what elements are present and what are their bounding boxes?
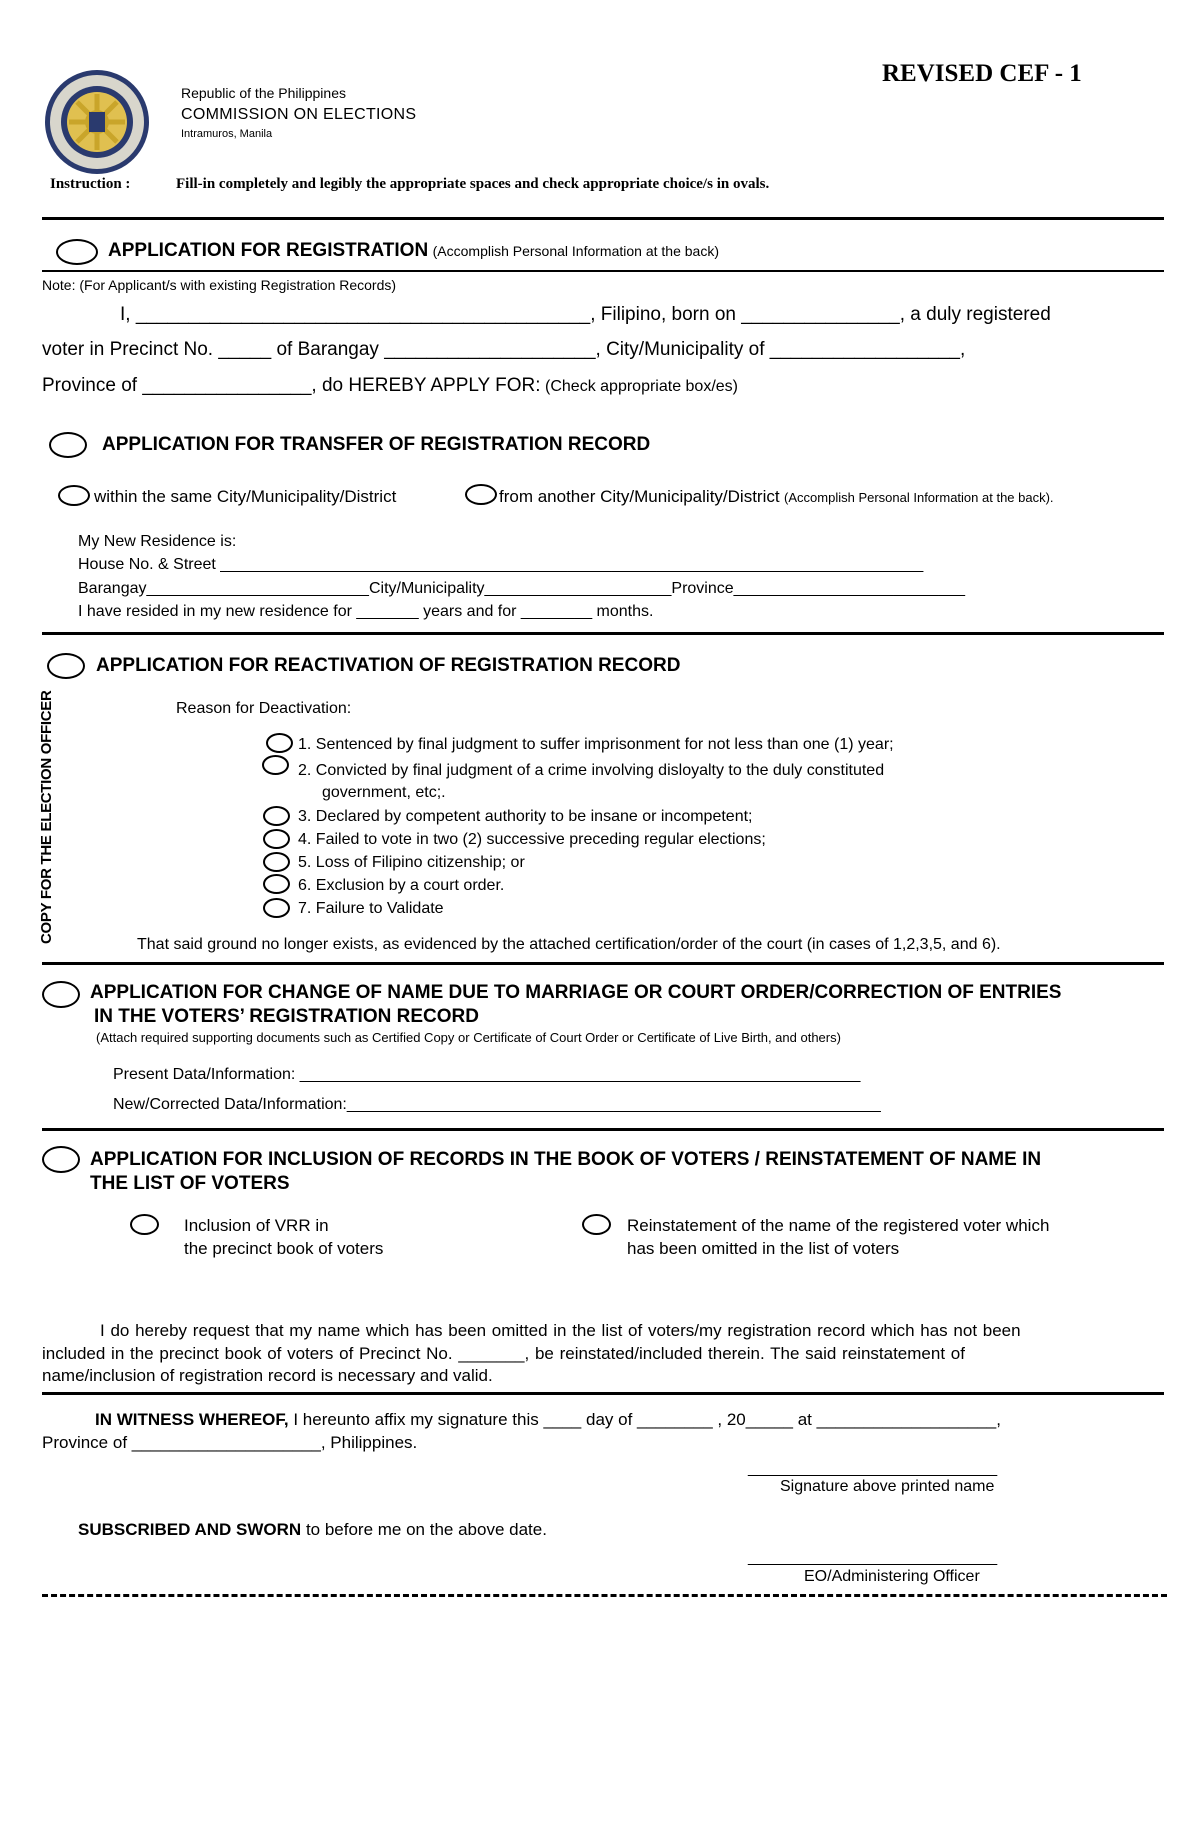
inclusion-title-1: APPLICATION FOR INCLUSION OF RECORDS IN THE BOOK OF VOTERS / REINSTATEMENT OF NAME IN [90, 1149, 1042, 1170]
registration-title [108, 240, 719, 262]
reactivation-checkbox-oval[interactable] [47, 653, 85, 679]
officer-line: ____________________________ [748, 1549, 998, 1566]
inclusion-vrr-oval[interactable] [130, 1214, 159, 1235]
instruction-text: Fill-in completely and legibly the appropriate spaces and check appropriate choice/s in ovals. [176, 176, 770, 192]
transfer-same-label: within the same City/Municipality/District [94, 487, 397, 506]
reinstatement-label-1: Reinstatement of the name of the registered voter which [627, 1216, 1050, 1235]
change-name-note: (Attach required supporting documents such as Certified Copy or Certificate of Court Order or Certificate of Live Birth, and others) [96, 1030, 841, 1045]
reason-1-oval[interactable] [266, 733, 293, 753]
divider [42, 1392, 1164, 1395]
registration-line-3-main: Province of ________________, do HEREBY APPLY FOR: [42, 375, 541, 396]
officer-label: EO/Administering Officer [804, 1568, 980, 1585]
cut-line [42, 1594, 1167, 1597]
witness-line-1-rest: I hereunto affix my signature this ____ day of ________ , 20_____ at ___________________, [288, 1410, 1001, 1429]
reason-5-oval[interactable] [263, 852, 290, 872]
witness-lead: IN WITNESS WHEREOF, [95, 1410, 289, 1429]
commission-text: COMMISSION ON ELECTIONS [181, 106, 417, 123]
registration-title-note: (Accomplish Personal Information at the back) [432, 243, 719, 259]
form-code: REVISED CEF - 1 [882, 60, 1082, 87]
registration-line-3 [42, 375, 738, 397]
sworn-lead: SUBSCRIBED AND SWORN [78, 1520, 302, 1539]
signature-label: Signature above printed name [780, 1478, 995, 1495]
residence-label: My New Residence is: [78, 533, 237, 550]
barangay-line: Barangay_________________________City/Municipality_____________________Province__________________________ [78, 580, 966, 597]
reason-1-text: 1. Sentenced by final judgment to suffer imprisonment for not less than one (1) year; [298, 736, 894, 753]
transfer-other-oval[interactable] [465, 484, 497, 505]
change-name-title-2: IN THE VOTERS’ REGISTRATION RECORD [94, 1006, 479, 1027]
resided-line: I have resided in my new residence for _______ years and for ________ months. [78, 603, 654, 620]
divider [42, 1128, 1164, 1131]
divider [42, 962, 1164, 965]
reactivation-title: APPLICATION FOR REACTIVATION OF REGISTRATION RECORD [96, 655, 681, 676]
reinstatement-label-2: has been omitted in the list of voters [627, 1239, 900, 1258]
house-line: House No. & Street _______________________________________________________________________________ [78, 556, 924, 573]
reason-3-text: 3. Declared by competent authority to be insane or incompetent; [298, 808, 753, 825]
registration-note: Note: (For Applicant/s with existing Registration Records) [42, 277, 397, 293]
divider [42, 217, 1164, 220]
republic-text: Republic of the Philippines [181, 85, 346, 101]
signature-line: ____________________________ [748, 1460, 998, 1477]
request-line-3: name/inclusion of registration record is necessary and valid. [42, 1366, 493, 1385]
transfer-other-note: (Accomplish Personal Information at the back). [784, 490, 1054, 505]
registration-line-1: I, ___________________________________________, Filipino, born on _______________, a duly registered [120, 304, 1051, 325]
registration-line-3-note: (Check appropriate box/es) [545, 378, 738, 395]
reason-2-text-cont: government, etc;. [322, 784, 446, 801]
reason-7-oval[interactable] [263, 898, 290, 918]
reason-2-oval[interactable] [262, 755, 289, 775]
reason-7-text: 7. Failure to Validate [298, 900, 444, 917]
corrected-data-line: New/Corrected Data/Information:____________________________________________________________ [113, 1096, 881, 1113]
inclusion-vrr-label-2: the precinct book of voters [184, 1239, 384, 1258]
instruction-label: Instruction : [50, 176, 131, 192]
address-text: Intramuros, Manila [181, 128, 273, 140]
present-data-line: Present Data/Information: _______________________________________________________________ [113, 1066, 861, 1083]
registration-checkbox-oval[interactable] [56, 239, 98, 265]
transfer-title: APPLICATION FOR TRANSFER OF REGISTRATION RECORD [102, 434, 651, 455]
comelec-seal [43, 68, 151, 176]
witness-line-1 [95, 1410, 1001, 1430]
reason-label: Reason for Deactivation: [176, 700, 352, 717]
inclusion-checkbox-oval[interactable] [42, 1146, 80, 1173]
inclusion-vrr-label-1: Inclusion of VRR in [184, 1216, 329, 1235]
change-name-title-1: APPLICATION FOR CHANGE OF NAME DUE TO MARRIAGE OR COURT ORDER/CORRECTION OF ENTRIES [90, 982, 1062, 1003]
ground-note: That said ground no longer exists, as evidenced by the attached certification/order of the court (in cases of 1,2,3,5, and 6). [137, 936, 1001, 953]
registration-line-2: voter in Precinct No. _____ of Barangay ____________________, City/Municipality of __________________, [42, 339, 966, 360]
transfer-checkbox-oval[interactable] [49, 432, 87, 458]
transfer-other-text: from another City/Municipality/District [499, 487, 780, 506]
reason-4-oval[interactable] [263, 829, 290, 849]
reason-2-text: 2. Convicted by final judgment of a crime involving disloyalty to the duly constituted [298, 762, 885, 779]
inclusion-title-2: THE LIST OF VOTERS [90, 1173, 290, 1194]
seal-icon [43, 68, 151, 176]
request-line-2: included in the precinct book of voters of Precinct No. _______, be reinstated/included therein. The said reinstatement of [42, 1344, 965, 1363]
divider [42, 270, 1164, 272]
registration-title-text: APPLICATION FOR REGISTRATION [108, 240, 429, 261]
sworn-rest: to before me on the above date. [301, 1520, 547, 1539]
change-name-checkbox-oval[interactable] [42, 981, 80, 1008]
reason-6-oval[interactable] [263, 874, 290, 894]
side-label: COPY FOR THE ELECTION OFFICER [38, 690, 55, 944]
transfer-same-oval[interactable] [58, 485, 90, 506]
sworn-line [78, 1520, 547, 1540]
divider [42, 632, 1164, 635]
reason-5-text: 5. Loss of Filipino citizenship; or [298, 854, 525, 871]
reason-6-text: 6. Exclusion by a court order. [298, 877, 505, 894]
witness-line-2: Province of ____________________, Philippines. [42, 1433, 418, 1452]
reinstatement-oval[interactable] [582, 1214, 611, 1235]
reason-4-text: 4. Failed to vote in two (2) successive preceding regular elections; [298, 831, 766, 848]
transfer-other-label [499, 487, 1054, 507]
reason-3-oval[interactable] [263, 806, 290, 826]
request-line-1: I do hereby request that my name which has been omitted in the list of voters/my registration record which has not been [100, 1321, 1021, 1340]
